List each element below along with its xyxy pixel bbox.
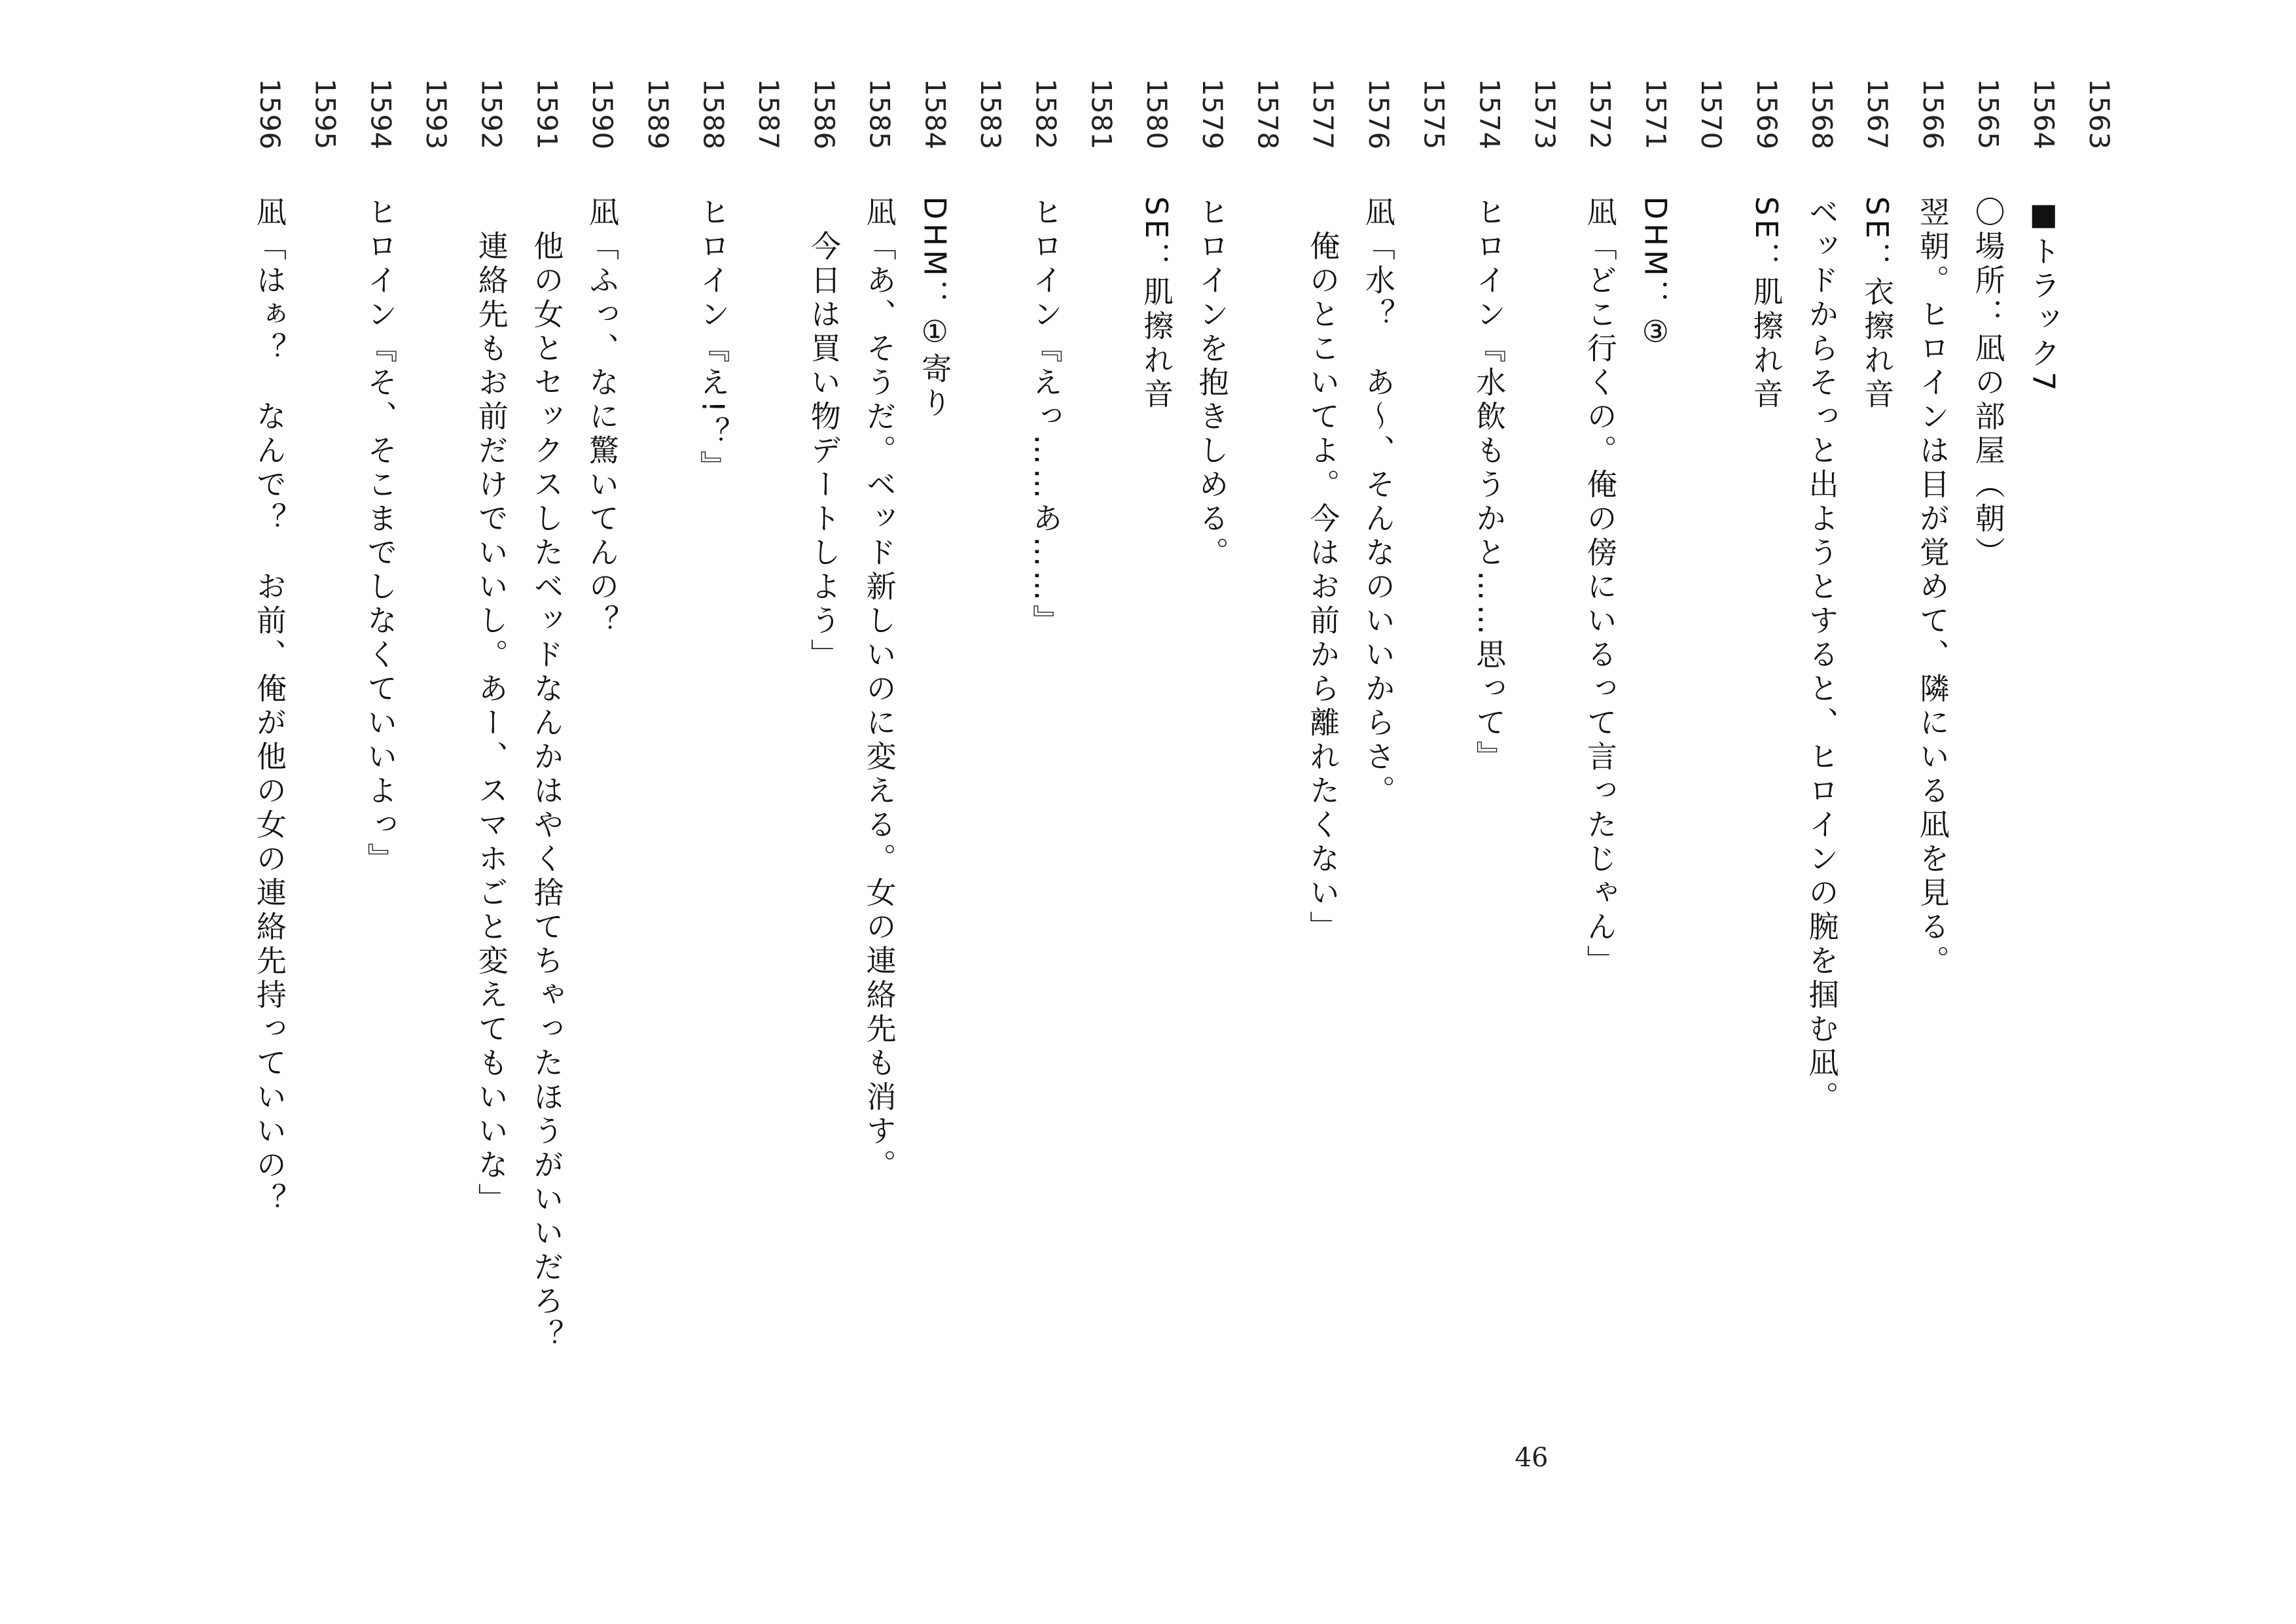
line-number: 1589 [641,79,674,150]
line-number: 1566 [1916,79,1949,150]
line-text: 凪「はぁ？ なんで？ お前、俺が他の女の連絡先持っていいの？ [251,196,287,1217]
line-text: SE：肌擦れ音 [1748,196,1784,413]
line-text: 他の女とセックスしたベッドなんかはやく捨てちゃったほうがいいだろ？ [529,230,565,1353]
line-number: 1576 [1362,79,1395,150]
line-text: ヒロイン『えっ……あ……』 [1028,196,1064,639]
script-line [741,0,796,1374]
line-text: ヒロイン『水飲もうかと……思って』 [1471,196,1507,775]
line-number: 1563 [2083,79,2115,150]
script-line [1351,0,1406,1374]
line-number: 1573 [1529,79,1561,150]
line-text: 凪「あ、そうだ。ベッド新しいのに変える。女の連絡先も消す。 [861,196,897,1183]
page-number: 46 [1515,1443,1549,1473]
line-number: 1580 [1141,79,1174,150]
line-number: 1564 [2028,79,2060,150]
script-line [1795,0,1850,1374]
script-line [1517,0,1572,1374]
line-text: DHM：①寄り [917,196,953,421]
script-line [408,0,463,1374]
line-number: 1568 [1806,79,1839,150]
script-line [353,0,408,1374]
script-line [1739,0,1794,1374]
line-number: 1584 [919,79,952,150]
line-text: 翌朝。ヒロインは目が覚めて、隣にいる凪を見る。 [1914,196,1950,979]
line-number: 1575 [1418,79,1450,150]
line-number: 1569 [1750,79,1783,150]
script-line [1961,0,2016,1374]
script-line [1240,0,1295,1374]
line-number: 1587 [753,79,785,150]
line-number: 1582 [1030,79,1062,150]
script-line [630,0,685,1374]
script-line [1185,0,1240,1374]
script-line [1129,0,1184,1374]
line-text: 凪「どこ行くの。俺の傍にいるって言ったじゃん」 [1582,196,1618,979]
line-text: ヒロイン『え!？』 [695,196,731,485]
script-line [519,0,574,1374]
line-number: 1590 [586,79,619,150]
line-text: 俺のとこいてよ。今はお前から離れたくない」 [1305,230,1341,945]
script-line [1462,0,1516,1374]
script-line [1018,0,1073,1374]
script-line [686,0,741,1374]
script-line [1073,0,1128,1374]
line-number: 1567 [1861,79,1894,150]
line-number: 1588 [697,79,730,150]
line-number: 1583 [975,79,1007,150]
line-number: 1574 [1473,79,1506,150]
line-number: 1592 [475,79,508,150]
script-line [2072,0,2126,1374]
line-text: ヒロイン『そ、そこまでしなくていいよっ』 [363,196,399,877]
line-text: 今日は買い物デートしよう」 [806,230,842,673]
line-number: 1594 [365,79,397,150]
line-text: SE：肌擦れ音 [1139,196,1175,413]
line-number: 1578 [1251,79,1284,150]
script-line [1905,0,1960,1374]
script-line [1573,0,1628,1374]
script-line [1683,0,1738,1374]
script-line [1407,0,1462,1374]
script-line [242,0,297,1374]
line-number: 1596 [253,79,286,150]
line-number: 1586 [808,79,840,150]
script-line [298,0,353,1374]
line-number: 1581 [1085,79,1118,150]
line-text: DHM：③ [1638,196,1674,353]
line-number: 1593 [420,79,452,150]
script-line [1628,0,1683,1374]
line-text: ベッドからそっと出ようとすると、ヒロインの腕を掴む凪。 [1804,196,1840,1115]
line-text: ■トラック7 [2026,196,2062,395]
line-number: 1572 [1584,79,1617,150]
line-text: 凪「水？ あ～、そんなのいいからさ。 [1360,196,1396,809]
line-number: 1591 [531,79,564,150]
line-text: 凪「ふっ、なに驚いてんの？ [584,196,620,639]
script-line [963,0,1018,1374]
line-text: ヒロインを抱きしめる。 [1194,196,1230,571]
script-line [907,0,962,1374]
script-line [1295,0,1350,1374]
line-number: 1577 [1307,79,1340,150]
line-text: 連絡先もお前だけでいいし。あー、スマホごと変えてもいいな」 [473,230,509,1217]
line-text: 〇場所：凪の部屋（朝） [1970,196,2006,571]
line-number: 1585 [863,79,896,150]
line-text: SE：衣擦れ音 [1859,196,1895,413]
script-line [464,0,519,1374]
line-number: 1579 [1196,79,1229,150]
script-line [852,0,907,1374]
script-line [797,0,852,1374]
script-line [1850,0,1905,1374]
line-number: 1571 [1640,79,1672,150]
line-number: 1565 [1972,79,2005,150]
script-line [575,0,630,1374]
line-number: 1595 [309,79,342,150]
script-line [2016,0,2071,1374]
line-number: 1570 [1695,79,1728,150]
